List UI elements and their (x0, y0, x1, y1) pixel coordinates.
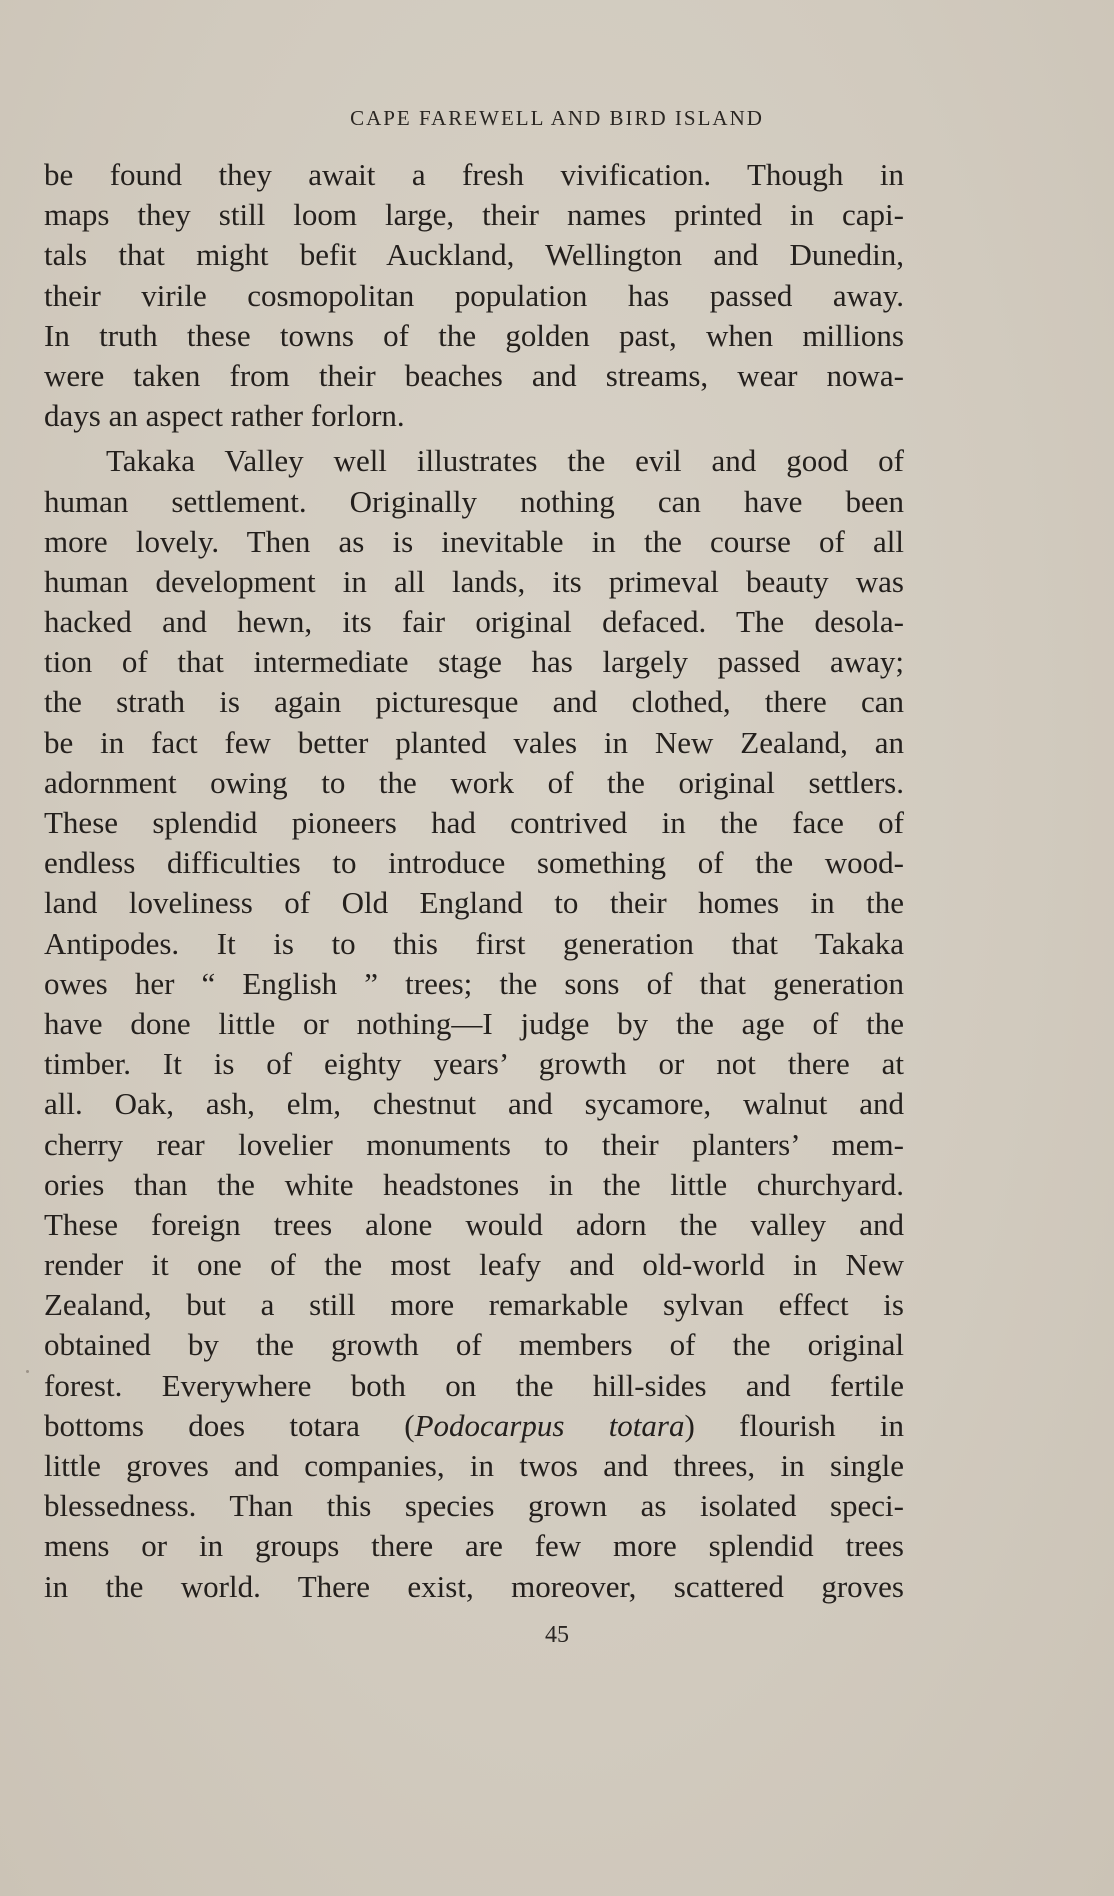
margin-speck (26, 1370, 29, 1373)
text-line: obtained by the growth of members of the original (44, 1327, 904, 1363)
text-line: all. Oak, ash, elm, chestnut and sycamore, walnut and (44, 1086, 904, 1122)
text-line: These foreign trees alone would adorn the valley and (44, 1206, 904, 1242)
text-line: mens or in groups there are few more splendid trees (44, 1528, 904, 1564)
text-line: In truth these towns of the golden past, when millions (44, 317, 904, 353)
text-line: tals that might befit Auckland, Wellington and Dunedin, (44, 237, 904, 273)
text-line: Zealand, but a still more remarkable sylvan effect is (44, 1287, 904, 1323)
text-line: render it one of the most leafy and old-world in New (44, 1247, 904, 1283)
text-line: be found they await a fresh vivification. Though in (44, 157, 904, 192)
text-line: cherry rear lovelier monuments to their planters’ mem- (44, 1126, 904, 1162)
text-line: human settlement. Originally nothing can have been (44, 483, 904, 519)
text-line: blessedness. Than this species grown as isolated speci- (44, 1488, 904, 1524)
text-line: be in fact few better planted vales in New Zealand, an (44, 724, 904, 760)
page-number: 45 (545, 1622, 569, 1648)
text-line: hacked and hewn, its fair original defaced. The desola- (44, 604, 904, 640)
text-line-totara (44, 1406, 904, 1446)
text-line: human development in all lands, its primeval beauty was (44, 563, 904, 599)
paragraph-2 (44, 441, 904, 1606)
text-line: Takaka Valley well illustrates the evil and good of (106, 443, 904, 479)
paragraph-1 (44, 155, 904, 436)
text-line: Antipodes. It is to this first generation that Takaka (44, 925, 904, 961)
text-line: little groves and companies, in twos and threes, in single (44, 1448, 904, 1483)
text-line: more lovely. Then as is inevitable in the course of all (44, 523, 904, 559)
text-line: land loveliness of Old England to their homes in the (44, 885, 904, 921)
text-line: owes her “ English ” trees; the sons of that generation (44, 965, 904, 1001)
text-line: their virile cosmopolitan population has passed away. (44, 277, 904, 313)
text-segment: bottoms does totara ( (44, 1407, 415, 1443)
text-segment: ) flourish in (684, 1407, 904, 1443)
text-line: were taken from their beaches and streams, wear nowa- (44, 357, 904, 393)
text-line: the strath is again picturesque and clothed, there can (44, 684, 904, 720)
text-line: endless difficulties to introduce something of the wood- (44, 845, 904, 881)
text-line: have done little or nothing—I judge by the age of the (44, 1005, 904, 1041)
text-line: These splendid pioneers had contrived in the face of (44, 805, 904, 840)
text-line: tion of that intermediate stage has largely passed away; (44, 644, 904, 680)
text-line: ories than the white headstones in the little churchyard. (44, 1166, 904, 1202)
text-line: maps they still loom large, their names printed in capi- (44, 197, 904, 233)
running-head: CAPE FAREWELL AND BIRD ISLAND (350, 106, 764, 130)
text-line: days an aspect rather forlorn. (44, 398, 405, 434)
text-line: in the world. There exist, moreover, scattered groves (44, 1568, 904, 1604)
text-line: adornment owing to the work of the original settlers. (44, 764, 904, 800)
text-line: timber. It is of eighty years’ growth or not there at (44, 1046, 904, 1082)
body-text (44, 155, 904, 1607)
species-name: Podocarpus totara (414, 1407, 685, 1443)
text-line: forest. Everywhere both on the hill-sides and fertile (44, 1367, 904, 1403)
